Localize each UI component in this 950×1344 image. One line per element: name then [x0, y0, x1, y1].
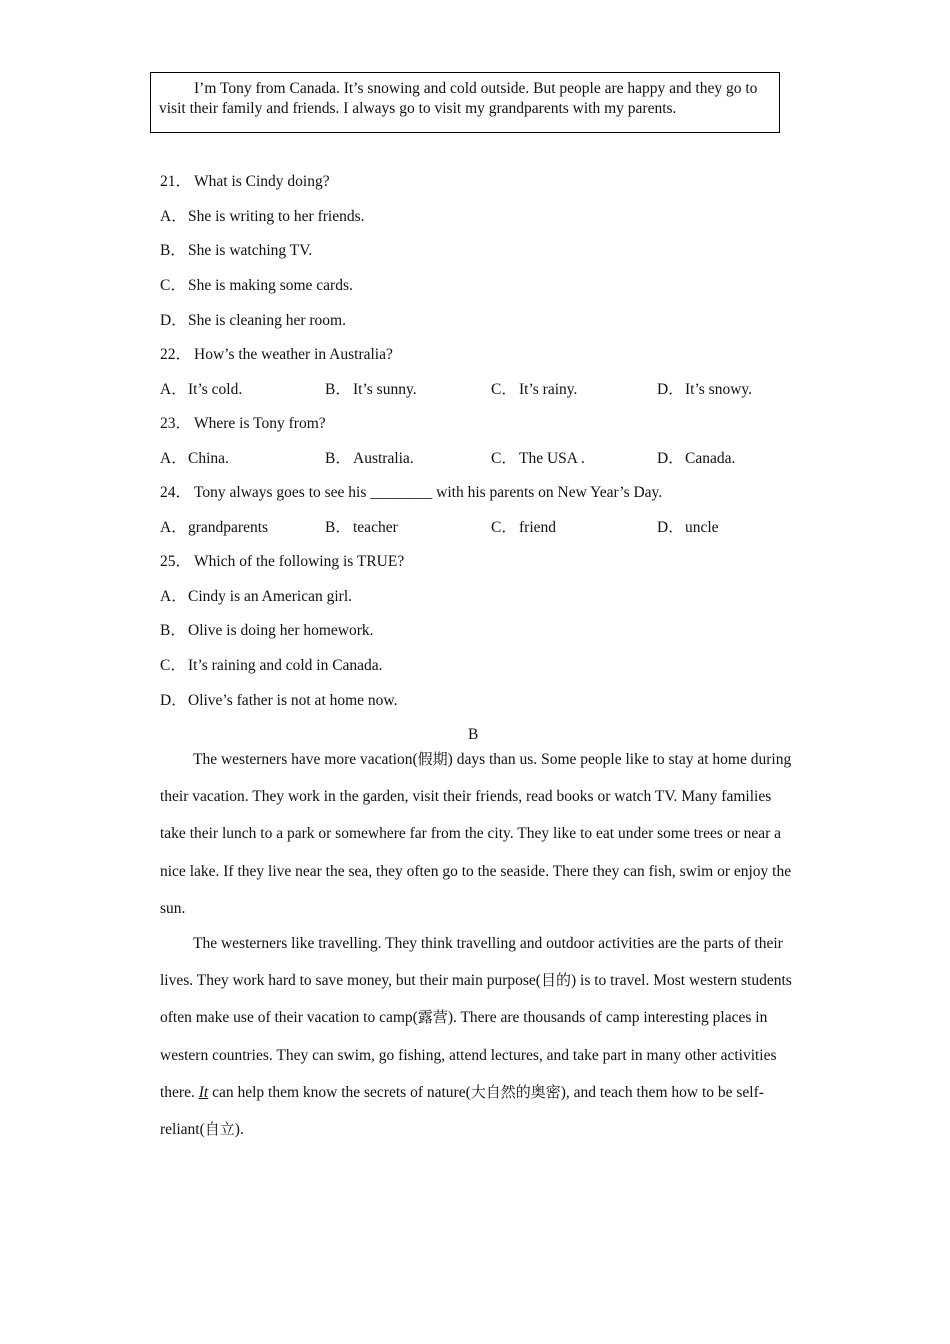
- passage-text: The westerners like travelling. They think travelling and outdoor activities are the parts of their lives. They work hard to save money, but their main purpose(: [160, 935, 783, 990]
- question-text: How’s the weather in Australia?: [194, 346, 393, 363]
- underlined-word: It: [198, 1083, 209, 1101]
- passage-paragraph-2: [160, 925, 792, 1148]
- section-heading: B: [468, 726, 479, 743]
- option-label: B．: [160, 622, 186, 639]
- option-label: D．: [160, 692, 187, 709]
- option-text: China.: [188, 450, 229, 467]
- option-text: Olive is doing her homework.: [188, 622, 374, 639]
- option-text: It’s cold.: [188, 381, 243, 398]
- passage-text: can help them know the secrets of nature(: [208, 1083, 471, 1101]
- question-23: [160, 414, 326, 434]
- gloss-text: 假期: [417, 750, 448, 768]
- option-22-d: [657, 380, 752, 400]
- option-text: uncle: [685, 519, 719, 536]
- option-text: It’s rainy.: [519, 381, 578, 398]
- gloss-text: 大自然的奥密: [470, 1082, 561, 1101]
- option-25-d: [160, 691, 398, 711]
- passage-text: ), and teach them how to be self-reliant(: [160, 1083, 764, 1139]
- option-text: She is making some cards.: [188, 277, 353, 294]
- option-24-a: [160, 518, 268, 538]
- option-text: Olive’s father is not at home now.: [188, 692, 398, 709]
- passage-text: ).: [234, 1121, 244, 1139]
- option-22-b: [325, 380, 417, 400]
- option-24-c: [491, 518, 556, 538]
- passage-text: The westerners have more vacation(: [193, 751, 418, 768]
- option-label: C．: [491, 381, 517, 398]
- option-label: A．: [160, 381, 187, 398]
- question-24: [160, 483, 662, 503]
- option-text: Australia.: [353, 450, 414, 467]
- option-25-c: [160, 656, 383, 676]
- option-label: B．: [325, 381, 351, 398]
- option-text: friend: [519, 519, 557, 536]
- question-text: Where is Tony from?: [194, 415, 326, 432]
- question-number: 21．: [160, 173, 192, 190]
- option-23-a: [160, 449, 229, 469]
- question-text: Tony always goes to see his ________ with his parents on New Year’s Day.: [194, 484, 663, 501]
- option-label: C．: [491, 450, 517, 467]
- option-label: A．: [160, 588, 187, 605]
- question-number: 24．: [160, 484, 192, 501]
- option-text: It’s sunny.: [353, 381, 417, 398]
- option-label: C．: [160, 657, 186, 674]
- option-label: B．: [160, 242, 186, 259]
- option-label: C．: [491, 519, 517, 536]
- passage-text: ) is to travel. Most western students often make use of their vacation to camp(: [160, 972, 792, 1027]
- question-25: [160, 552, 404, 572]
- gloss-text: 目的: [540, 971, 571, 990]
- option-24-b: [325, 518, 398, 538]
- option-23-c: [491, 449, 585, 469]
- option-label: A．: [160, 519, 187, 536]
- option-text: She is writing to her friends.: [188, 208, 365, 225]
- question-text: Which of the following is TRUE?: [194, 553, 405, 570]
- question-text: What is Cindy doing?: [194, 173, 330, 190]
- option-label: A．: [160, 208, 187, 225]
- option-label: D．: [160, 312, 187, 329]
- box-text: I’m Tony from Canada. It’s snowing and cold outside. But people are happy and they go to visit their family and friends. I always go to visit my grandparents with my parents.: [159, 80, 758, 117]
- question-number: 23．: [160, 415, 192, 432]
- option-23-d: [657, 449, 735, 469]
- option-text: grandparents: [188, 519, 269, 536]
- option-text: Canada.: [685, 450, 736, 467]
- option-label: D．: [657, 450, 684, 467]
- question-21: [160, 172, 330, 192]
- option-text: It’s snowy.: [685, 381, 753, 398]
- option-text: It’s raining and cold in Canada.: [188, 657, 383, 674]
- option-text: The USA .: [519, 450, 585, 467]
- option-22-c: [491, 380, 577, 400]
- text-box: [150, 72, 780, 133]
- option-text: She is watching TV.: [188, 242, 313, 259]
- option-label: B．: [325, 450, 351, 467]
- option-25-b: [160, 621, 374, 641]
- option-text: Cindy is an American girl.: [188, 588, 353, 605]
- gloss-text: 自立: [204, 1120, 235, 1139]
- option-label: B．: [325, 519, 351, 536]
- option-21-d: [160, 311, 346, 331]
- passage-paragraph-1: [160, 741, 792, 927]
- question-number: 22．: [160, 346, 192, 363]
- option-label: D．: [657, 519, 684, 536]
- option-22-a: [160, 380, 242, 400]
- option-21-a: [160, 207, 365, 227]
- question-22: [160, 345, 393, 365]
- option-21-b: [160, 241, 312, 261]
- option-text: teacher: [353, 519, 398, 536]
- option-23-b: [325, 449, 414, 469]
- option-25-a: [160, 587, 352, 607]
- option-label: A．: [160, 450, 187, 467]
- option-21-c: [160, 276, 353, 296]
- passage-text: ) days than us. Some people like to stay at home during their vacation. They work in the garden, visit their friends, read books or watch TV. Many families take their lunch to a park or somewhere far from the city. They like to eat under some trees or near a nice lake. If they live near the sea, they often go to the seaside. There they can fish, swim or enjoy the sun.: [160, 751, 792, 917]
- option-label: D．: [657, 381, 684, 398]
- question-number: 25．: [160, 553, 192, 570]
- passage-text: ). There are thousands of camp interesting places in western countries. They can swim, go fishing, attend lectures, and take part in many other activities there.: [160, 1009, 777, 1101]
- option-label: C．: [160, 277, 186, 294]
- option-24-d: [657, 518, 719, 538]
- gloss-text: 露营: [417, 1008, 448, 1027]
- option-text: She is cleaning her room.: [188, 312, 346, 329]
